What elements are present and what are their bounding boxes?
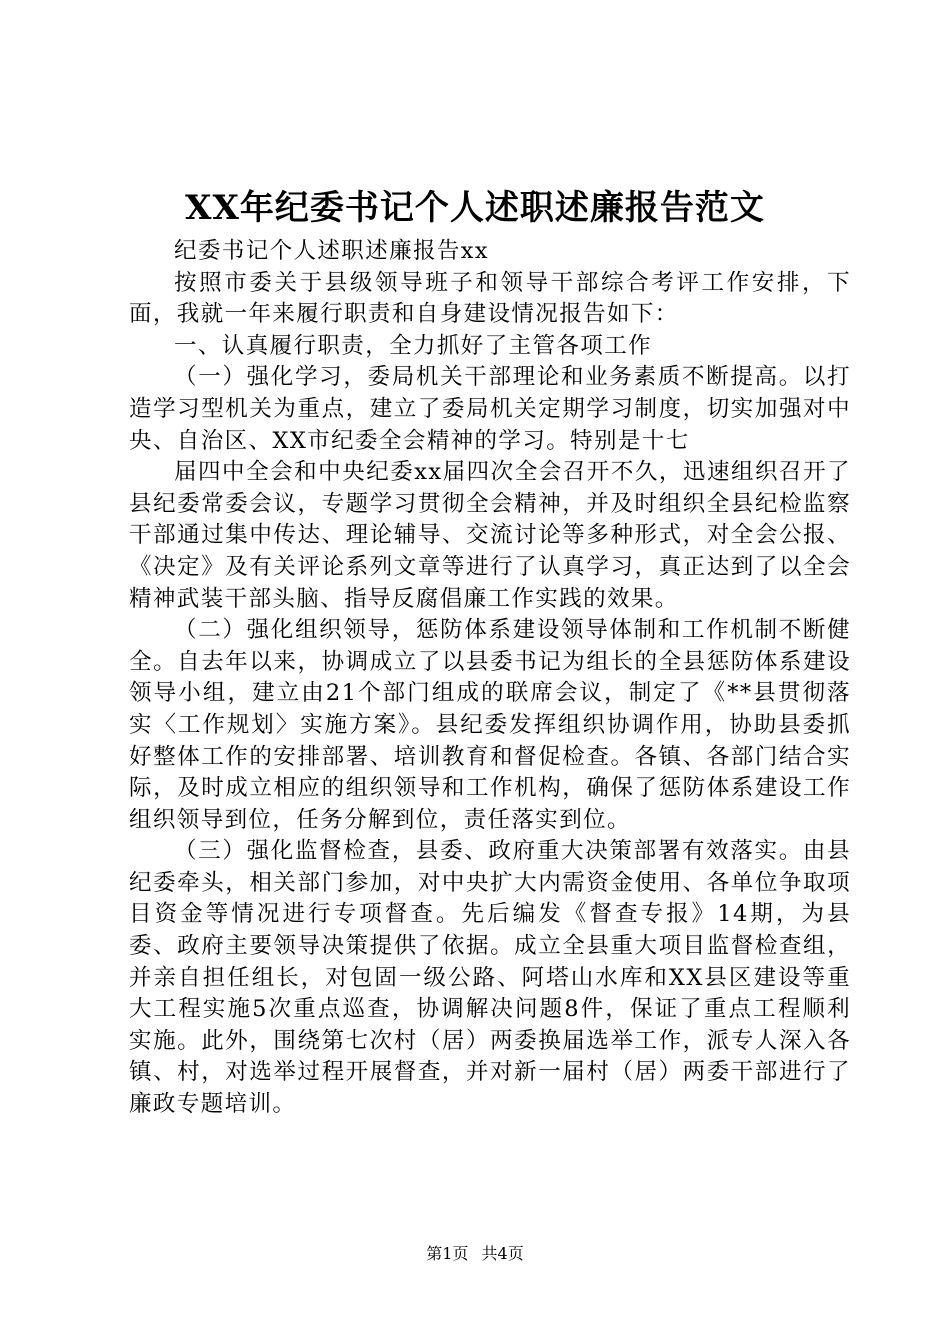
paragraph-leadership: （二）强化组织领导，惩防体系建设领导体制和工作机制不断健全。自去年以来，协调成立了以县委书记为组长的全县惩防体系建设领导小组，建立由21个部门组成的联席会议，制定了《**县贯彻落实〈工作规划〉实施方案》。县纪委发挥组织协调作用，协助县委抓好整体工作的安排部署、培训教育和督促检查。各镇、各部门结合实际，及时成立相应的组织领导和工作机构，确保了惩防体系建设工作组织领导到位，任务分解到位，责任落实到位。 [129,617,851,833]
paragraph-study: （一）强化学习，委局机关干部理论和业务素质不断提高。以打造学习型机关为重点，建立了委局机关定期学习制度，切实加强对中央、自治区、XX市纪委全会精神的学习。特别是十七 [129,364,851,454]
document-body [129,236,851,1121]
paragraph-study-continued: 届四中全会和中央纪委xx届四次全会召开不久，迅速组织召开了县纪委常委会议，专题学习贯彻全会精神，并及时组织全县纪检监察干部通过集中传达、理论辅导、交流讨论等多种形式，对全会公报、《决定》及有关评论系列文章等进行了认真学习，真正达到了以全会精神武装干部头脑、指导反腐倡廉工作实践的效果。 [129,459,851,612]
report-subtitle: 纪委书记个人述职述廉报告xx [174,238,489,264]
page-number: 第1页 [426,1244,469,1263]
section-heading: 一、认真履行职责，全力抓好了主管各项工作 [174,332,653,359]
document-title: XX年纪委书记个人述职述廉报告范文 [185,188,765,228]
page-total: 共4页 [481,1244,524,1263]
page-footer [0,1243,950,1265]
paragraph-supervision: （三）强化监督检查，县委、政府重大决策部署有效落实。由县纪委牵头，相关部门参加，对中央扩大内需资金使用、各单位争取项目资金等情况进行专项督查。先后编发《督查专报》14期，为县委、政府主要领导决策提供了依据。成立全县重大项目监督检查组，并亲自担任组长，对包固一级公路、阿塔山水库和XX县区建设等重大工程实施5次重点巡查，协调解决问题8件，保证了重点工程顺利实施。此外，围绕第七次村（居）两委换届选举工作，派专人深入各镇、村，对选举过程开展督查，并对新一届村（居）两委干部进行了廉政专题培训。 [129,838,851,1118]
intro-paragraph: 按照市委关于县级领导班子和领导干部综合考评工作安排，下面，我就一年来履行职责和自身建设情况报告如下： [129,269,851,328]
